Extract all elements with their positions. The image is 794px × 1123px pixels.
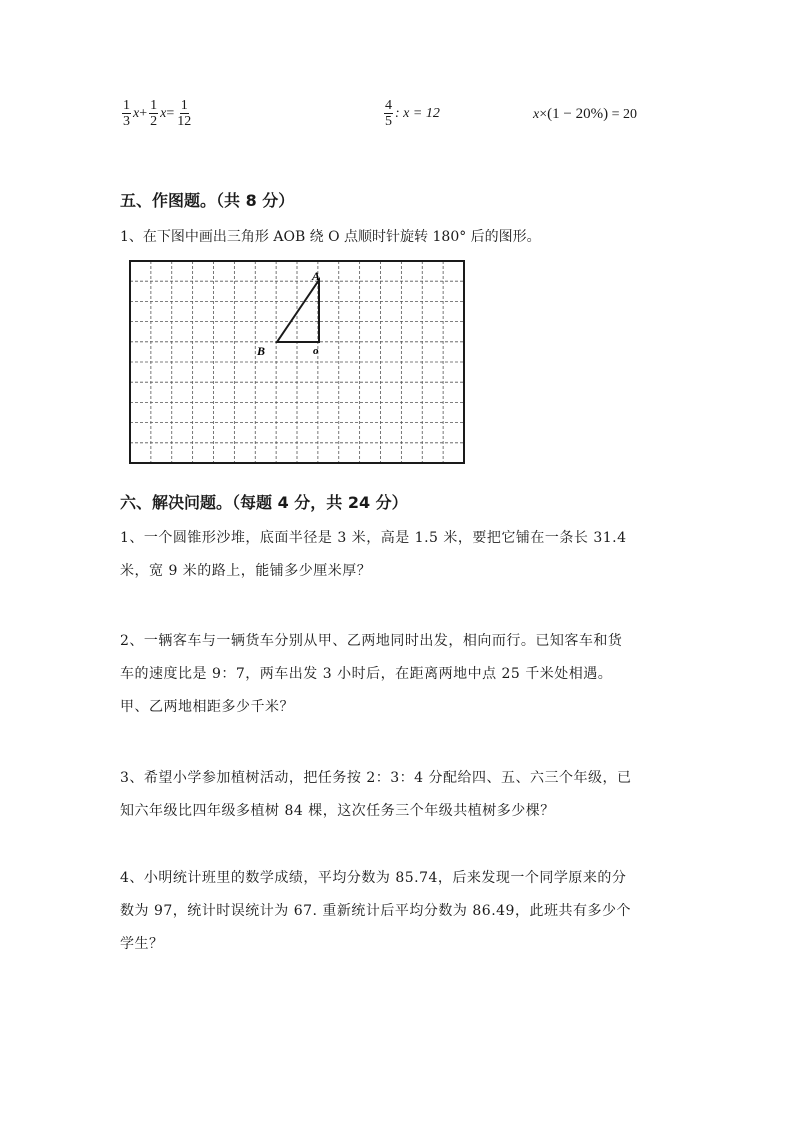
problem-1 — [120, 522, 680, 588]
equation-2: $\frac{4}{5}$ : x = 12 — [385, 98, 440, 129]
problem-line: 2、一辆客车与一辆货车分别从甲、乙两地同时出发，相向而行。已知客车和货 — [120, 633, 623, 649]
problem-3 — [120, 762, 680, 828]
fraction: $\frac{1}{2}$ — [150, 98, 158, 129]
section-6-heading: 六、解决问题。（每题 4 分，共 24 分） — [120, 493, 408, 512]
triangle-aob — [277, 280, 319, 342]
problem-line: 1、一个圆锥形沙堆，底面半径是 3 米，高是 1.5 米，要把它铺在一条长 31.4 — [120, 530, 627, 546]
problem-line: 知六年级比四年级多植树 84 棵，这次任务三个年级共植树多少棵？ — [120, 803, 555, 819]
fraction: $\frac{1}{12}$ — [177, 98, 192, 129]
problem-line: 米，宽 9 米的路上，能铺多少厘米厚？ — [120, 563, 372, 579]
problem-4 — [120, 862, 680, 961]
section-5-heading: 五、作图题。（共 8 分） — [120, 191, 295, 210]
problem-line: 车的速度比是 9：7，两车出发 3 小时后，在距离两地中点 25 千米处相遇。 — [120, 666, 613, 682]
fraction: $\frac{1}{3}$ — [123, 98, 130, 129]
problem-2 — [120, 625, 680, 724]
equation-3: x × (1 − 20%) = 20 — [533, 106, 637, 122]
section-5-question-1: 1、在下图中画出三角形 AOB 绕 O 点顺时针旋转 180° 后的图形。 — [120, 229, 541, 245]
problem-line: 数为 97，统计时误统计为 67. 重新统计后平均分数为 86.49，此班共有多少个 — [120, 903, 631, 919]
label-b: B — [257, 344, 266, 358]
grid-figure — [126, 258, 470, 468]
dashed-grid — [130, 261, 464, 463]
equation-1: $\frac{1}{3}$ x + $\frac{1}{2}$ x = $\frac{1}{12}$ — [123, 98, 192, 129]
label-a: A — [312, 269, 321, 283]
problem-line: 学生？ — [120, 936, 164, 952]
problem-line: 甲、乙两地相距多少千米？ — [120, 699, 294, 715]
problem-line: 4、小明统计班里的数学成绩，平均分数为 85.74，后来发现一个同学原来的分 — [120, 870, 627, 886]
problem-line: 3、希望小学参加植树活动，把任务按 2：3：4 分配给四、五、六三个年级，已 — [120, 770, 632, 786]
fraction: $\frac{4}{5}$ — [385, 98, 392, 129]
label-o: o — [313, 345, 319, 357]
